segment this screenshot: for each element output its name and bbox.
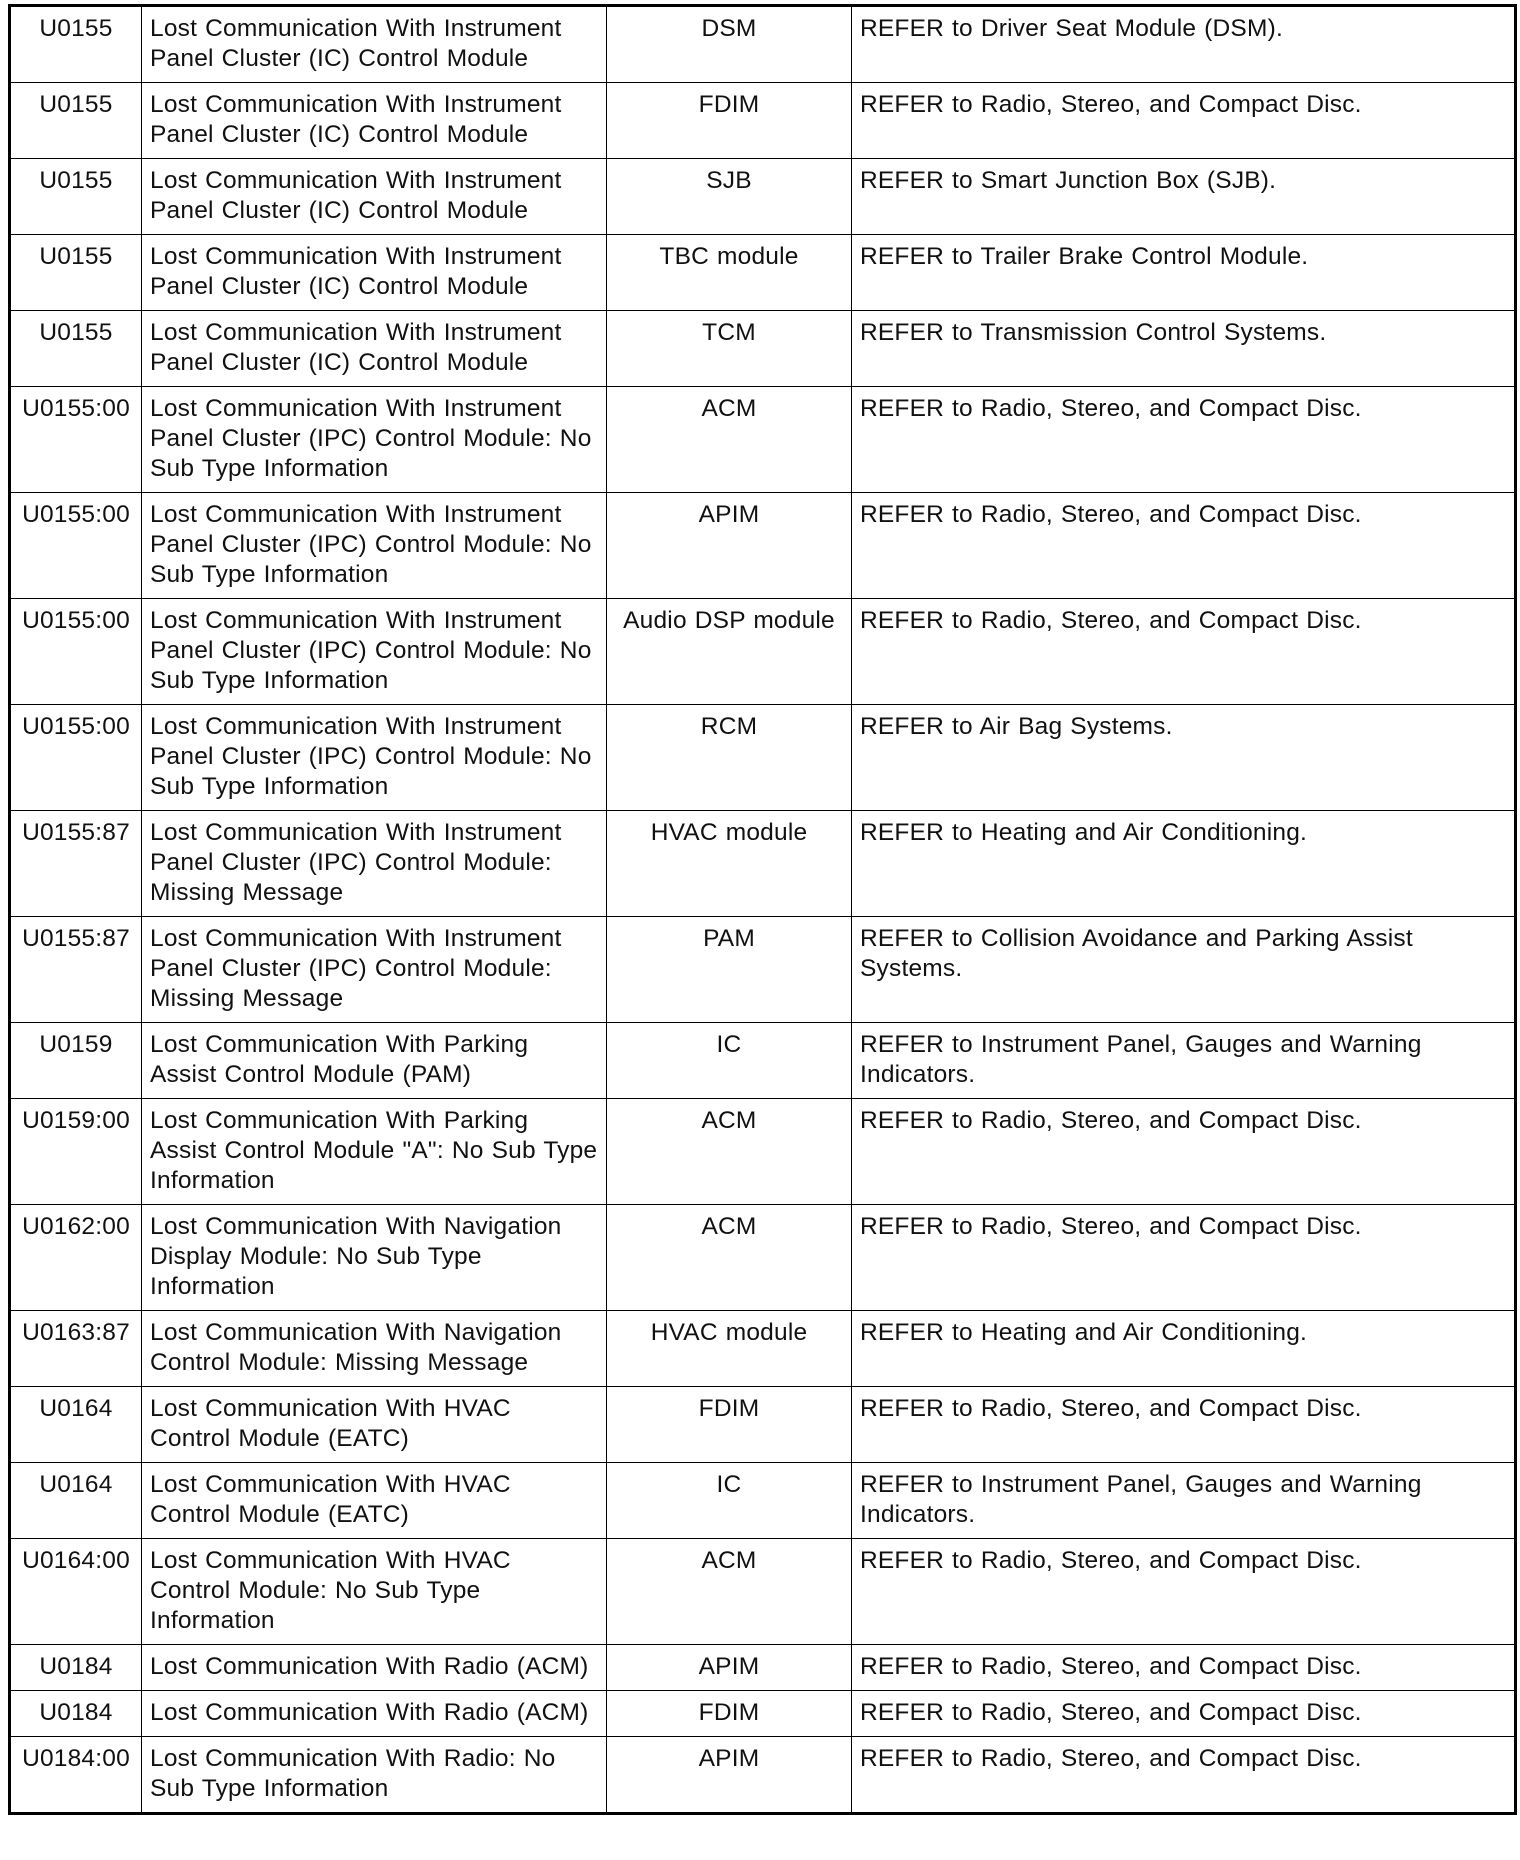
table-row [10,493,1516,599]
dtc-description-cell: Lost Communication With Instrument Panel Cluster (IC) Control Module [142,83,607,159]
dtc-code-cell: U0155:00 [10,705,142,811]
dtc-description-cell: Lost Communication With HVAC Control Module (EATC) [142,1463,607,1539]
action-cell: REFER to Smart Junction Box (SJB). [852,159,1516,235]
module-cell: FDIM [607,1387,852,1463]
action-cell: REFER to Radio, Stereo, and Compact Disc. [852,493,1516,599]
dtc-description-cell: Lost Communication With Instrument Panel Cluster (IPC) Control Module: No Sub Type Information [142,387,607,493]
module-cell: TCM [607,311,852,387]
dtc-description-cell: Lost Communication With Instrument Panel Cluster (IPC) Control Module: No Sub Type Information [142,493,607,599]
dtc-code-cell: U0184 [10,1645,142,1691]
dtc-description-cell: Lost Communication With Instrument Panel Cluster (IPC) Control Module: Missing Message [142,811,607,917]
table-row [10,1463,1516,1539]
dtc-code-cell: U0184:00 [10,1737,142,1814]
module-cell: APIM [607,1737,852,1814]
dtc-code-cell: U0155:00 [10,599,142,705]
module-cell: ACM [607,387,852,493]
table-row [10,1311,1516,1387]
module-cell: PAM [607,917,852,1023]
action-cell: REFER to Air Bag Systems. [852,705,1516,811]
dtc-code-cell: U0164 [10,1463,142,1539]
table-row [10,235,1516,311]
module-cell: IC [607,1023,852,1099]
table-row [10,1023,1516,1099]
dtc-description-cell: Lost Communication With Instrument Panel Cluster (IC) Control Module [142,6,607,83]
module-cell: Audio DSP module [607,599,852,705]
dtc-code-cell: U0159:00 [10,1099,142,1205]
table-row [10,1539,1516,1645]
action-cell: REFER to Collision Avoidance and Parking Assist Systems. [852,917,1516,1023]
action-cell: REFER to Radio, Stereo, and Compact Disc. [852,387,1516,493]
table-row [10,1737,1516,1814]
dtc-description-cell: Lost Communication With Instrument Panel Cluster (IPC) Control Module: No Sub Type Information [142,599,607,705]
dtc-code-cell: U0155 [10,83,142,159]
module-cell: RCM [607,705,852,811]
module-cell: APIM [607,1645,852,1691]
action-cell: REFER to Heating and Air Conditioning. [852,1311,1516,1387]
dtc-description-cell: Lost Communication With Instrument Panel Cluster (IC) Control Module [142,235,607,311]
dtc-description-cell: Lost Communication With Radio (ACM) [142,1691,607,1737]
dtc-description-cell: Lost Communication With Instrument Panel Cluster (IC) Control Module [142,159,607,235]
module-cell: ACM [607,1099,852,1205]
table-row [10,1387,1516,1463]
dtc-description-cell: Lost Communication With Instrument Panel Cluster (IC) Control Module [142,311,607,387]
table-row [10,917,1516,1023]
action-cell: REFER to Radio, Stereo, and Compact Disc. [852,1691,1516,1737]
action-cell: REFER to Radio, Stereo, and Compact Disc. [852,83,1516,159]
table-row [10,1205,1516,1311]
module-cell: TBC module [607,235,852,311]
dtc-code-cell: U0159 [10,1023,142,1099]
dtc-table [8,4,1517,1815]
dtc-table-body [10,6,1516,1814]
dtc-code-cell: U0155 [10,159,142,235]
table-row [10,6,1516,83]
dtc-code-cell: U0155 [10,235,142,311]
action-cell: REFER to Trailer Brake Control Module. [852,235,1516,311]
action-cell: REFER to Instrument Panel, Gauges and Warning Indicators. [852,1023,1516,1099]
dtc-description-cell: Lost Communication With Navigation Control Module: Missing Message [142,1311,607,1387]
action-cell: REFER to Radio, Stereo, and Compact Disc. [852,1645,1516,1691]
table-row [10,387,1516,493]
table-row [10,159,1516,235]
action-cell: REFER to Radio, Stereo, and Compact Disc. [852,1539,1516,1645]
dtc-code-cell: U0155:87 [10,811,142,917]
module-cell: DSM [607,6,852,83]
dtc-code-cell: U0164:00 [10,1539,142,1645]
dtc-code-cell: U0164 [10,1387,142,1463]
module-cell: SJB [607,159,852,235]
action-cell: REFER to Radio, Stereo, and Compact Disc. [852,1387,1516,1463]
table-row [10,1099,1516,1205]
action-cell: REFER to Radio, Stereo, and Compact Disc. [852,599,1516,705]
module-cell: HVAC module [607,811,852,917]
action-cell: REFER to Radio, Stereo, and Compact Disc. [852,1205,1516,1311]
action-cell: REFER to Instrument Panel, Gauges and Warning Indicators. [852,1463,1516,1539]
dtc-description-cell: Lost Communication With Instrument Panel Cluster (IPC) Control Module: Missing Message [142,917,607,1023]
table-row [10,599,1516,705]
module-cell: IC [607,1463,852,1539]
dtc-description-cell: Lost Communication With Radio: No Sub Type Information [142,1737,607,1814]
dtc-code-cell: U0155 [10,6,142,83]
table-row [10,1691,1516,1737]
dtc-description-cell: Lost Communication With Parking Assist Control Module "A": No Sub Type Information [142,1099,607,1205]
dtc-description-cell: Lost Communication With HVAC Control Module (EATC) [142,1387,607,1463]
table-row [10,705,1516,811]
action-cell: REFER to Driver Seat Module (DSM). [852,6,1516,83]
dtc-description-cell: Lost Communication With Navigation Display Module: No Sub Type Information [142,1205,607,1311]
dtc-code-cell: U0184 [10,1691,142,1737]
action-cell: REFER to Heating and Air Conditioning. [852,811,1516,917]
dtc-code-cell: U0162:00 [10,1205,142,1311]
module-cell: ACM [607,1539,852,1645]
module-cell: FDIM [607,83,852,159]
dtc-code-cell: U0155:00 [10,493,142,599]
action-cell: REFER to Transmission Control Systems. [852,311,1516,387]
module-cell: ACM [607,1205,852,1311]
dtc-code-cell: U0155:00 [10,387,142,493]
module-cell: APIM [607,493,852,599]
table-row [10,83,1516,159]
table-row [10,811,1516,917]
dtc-description-cell: Lost Communication With Parking Assist Control Module (PAM) [142,1023,607,1099]
dtc-description-cell: Lost Communication With HVAC Control Module: No Sub Type Information [142,1539,607,1645]
dtc-code-cell: U0155:87 [10,917,142,1023]
table-row [10,1645,1516,1691]
dtc-reference-sheet [8,4,1514,1815]
action-cell: REFER to Radio, Stereo, and Compact Disc. [852,1737,1516,1814]
dtc-description-cell: Lost Communication With Instrument Panel Cluster (IPC) Control Module: No Sub Type Information [142,705,607,811]
module-cell: HVAC module [607,1311,852,1387]
dtc-code-cell: U0163:87 [10,1311,142,1387]
table-row [10,311,1516,387]
action-cell: REFER to Radio, Stereo, and Compact Disc. [852,1099,1516,1205]
dtc-description-cell: Lost Communication With Radio (ACM) [142,1645,607,1691]
module-cell: FDIM [607,1691,852,1737]
dtc-code-cell: U0155 [10,311,142,387]
